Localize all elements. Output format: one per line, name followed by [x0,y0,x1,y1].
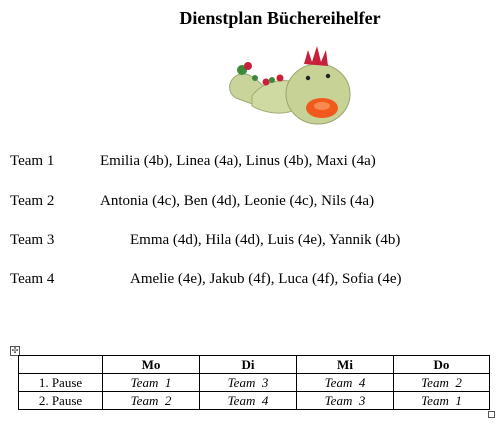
document-title: Dienstplan Büchereihelfer [179,8,381,28]
header-cell-empty [19,356,103,374]
table-cell: Team 1 [394,392,490,410]
table-row [19,392,490,410]
schedule-table [18,355,490,410]
team-members: Antonia (4c), Ben (4d), Leonie (4c), Nils (4a) [100,193,375,209]
team-label: Team 3 [10,232,55,248]
table-move-handle-icon[interactable]: ✣ [11,346,19,355]
team-label: Team 4 [10,271,55,287]
table-cell: Team 3 [200,374,297,392]
dragon-mascot-image [222,38,354,134]
table-resize-handle[interactable] [488,411,495,418]
table-header-row [19,356,490,374]
table-cell: Team 1 [103,374,200,392]
table-cell: Team 3 [297,392,394,410]
row-label-cell: 2. Pause [19,392,103,410]
team-members: Emilia (4b), Linea (4a), Linus (4b), Maxi (4a) [100,153,376,169]
team-label: Team 2 [10,193,55,209]
team-members: Emma (4d), Hila (4d), Luis (4e), Yannik (4b) [130,232,401,248]
row-label-cell: 1. Pause [19,374,103,392]
table-cell: Team 2 [103,392,200,410]
table-row [19,374,490,392]
team-members: Amelie (4e), Jakub (4f), Luca (4f), Sofia (4e) [130,271,402,287]
table-cell: Team 4 [200,392,297,410]
header-cell-day: Mo [103,356,200,374]
header-cell-day: Mi [297,356,394,374]
table-cell: Team 4 [297,374,394,392]
header-cell-day: Do [394,356,490,374]
header-cell-day: Di [200,356,297,374]
team-label: Team 1 [10,153,55,169]
table-cell: Team 2 [394,374,490,392]
